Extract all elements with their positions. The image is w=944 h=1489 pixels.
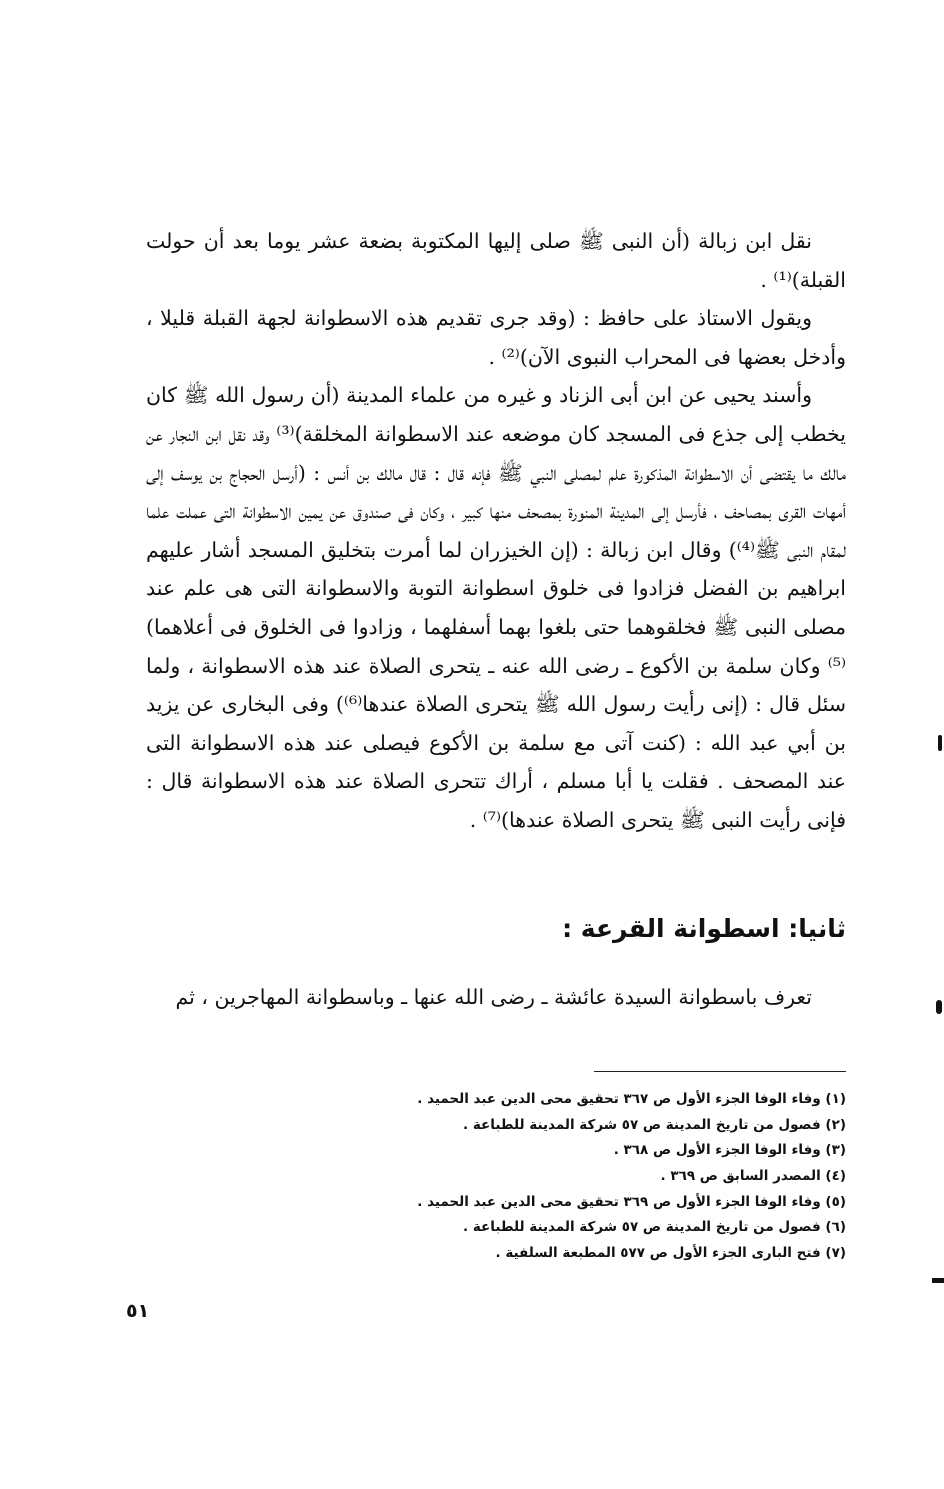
section-heading: ثانيا: اسطوانة القرعة : — [562, 914, 846, 943]
footnote-2: (٢) فصول من تاريخ المدينة ص ٥٧ شركة المدينة للطباعة . — [463, 1116, 846, 1133]
footnote-3: (٣) وفاء الوفا الجزء الأول ص ٣٦٨ . — [613, 1142, 846, 1159]
body-text — [146, 222, 846, 840]
footnotes — [380, 1087, 846, 1267]
section-intro: تعرف باسطوانة السيدة عائشة ـ رضى الله عنها ـ وباسطوانة المهاجرين ، ثم — [175, 985, 812, 1009]
footnote-divider — [594, 1071, 846, 1072]
scan-edge-mark — [932, 1278, 944, 1283]
paragraph-2: ويقول الاستاذ على حافظ : (وقد جرى تقديم هذه الاسطوانة لجهة القبلة قليلا ، وأدخل بعضها فى المحراب النبوى الآن)⁽²⁾ . — [146, 306, 846, 369]
footnote-7: (٧) فتح البارى الجزء الأول ص ٥٧٧ المطبعة السلفية . — [495, 1245, 846, 1262]
footnote-6: (٦) فصول من تاريخ المدينة ص ٥٧ شركة المدينة للطباعة . — [463, 1219, 846, 1236]
footnote-5: (٥) وفاء الوفا الجزء الأول ص ٣٦٩ تحقيق محى الدين عبد الحميد . — [417, 1193, 846, 1210]
paragraph-1: نقل ابن زبالة (أن النبى ﷺ صلى إليها المكتوبة بضعة عشر يوما بعد أن حولت القبلة)⁽¹⁾ . — [146, 229, 846, 292]
scan-edge-mark — [938, 735, 942, 751]
footnote-1: (١) وفاء الوفا الجزء الأول ص ٣٦٧ تحقيق محى الدين عبد الحميد . — [417, 1091, 846, 1107]
scan-edge-mark — [936, 1000, 942, 1014]
footnote-4: (٤) المصدر السابق ص ٣٦٩ . — [660, 1168, 846, 1185]
page-number: ٥١ — [126, 1300, 150, 1322]
paragraph-3: وأسند يحيى عن ابن أبى الزناد و غيره من علماء المدينة (أن رسول الله ﷺ كان يخطب إلى جذع فى المسجد كان موضعه عند الاسطوانة المخلقة)⁽³⁾ وقد نقل ابن النجار عن مالك ما يقتضى أن الاسطوانة المذكورة علم لمصلى النبي ﷺ فإنه قال : قال مالك بن أنس : (أرسل الحجاج بن يوسف إلى أمهات القرى بمصاحف ، فأرسل إلى المدينة المنورة بمصحف منها كبير ، وكان فى صندوق عن يمين الاسطوانة التى عملت علما لمقام النبى ﷺ⁽⁴⁾) وقال ابن زبالة : (إن الخيزران لما أمرت بتخليق المسجد أشار عليهم ابراهيم بن الفضل فزادوا فى خلوق اسطوانة التوبة والاسطوانة التى هى علم عند مصلى النبى ﷺ فخلقوهما حتى بلغوا بهما أسفلهما ، وزادوا فى الخلوق فى أعلاهما)⁽⁵⁾ وكان سلمة بن الأكوع ـ رضى الله عنه ـ يتحرى الصلاة عند هذه الاسطوانة ، ولما سئل قال : (إنى رأيت رسول الله ﷺ يتحرى الصلاة عندها⁽⁶⁾) وفى البخارى عن يزيد بن أبي عبد الله : (كنت آتى مع سلمة بن الأكوع فيصلى عند هذه الاسطوانة التى عند المصحف . فقلت يا أبا مسلم ، أراك تتحرى الصلاة عند هذه الاسطوانة قال : فإنى رأيت النبى ﷺ يتحرى الصلاة عندها)⁽⁷⁾ . — [146, 383, 846, 832]
